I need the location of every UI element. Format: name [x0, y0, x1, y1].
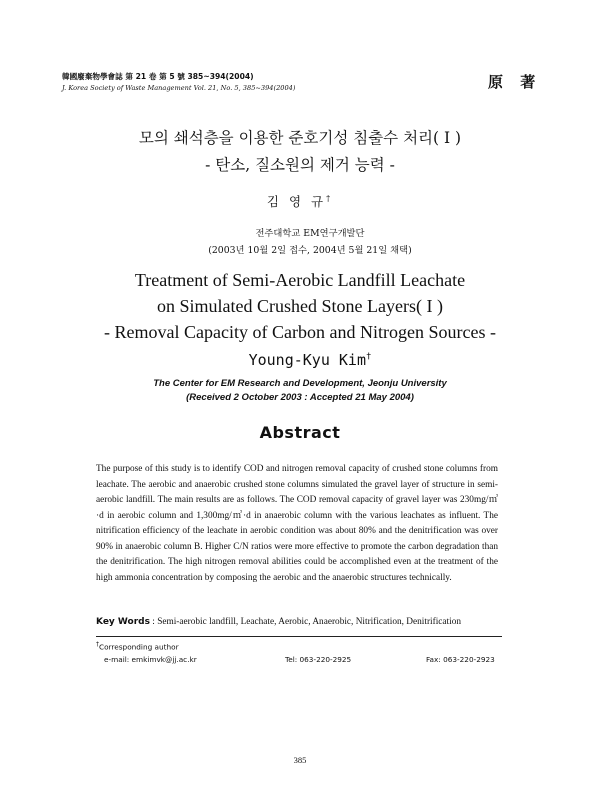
journal-name-korean: 韓國廢棄物學會誌 第 21 卷 第 5 號 385~394(2004)	[62, 72, 254, 81]
footnote-fax: Fax: 063-220-2923	[426, 655, 495, 664]
keywords-separator: :	[149, 617, 158, 627]
korean-received-dates: (2003년 10월 2일 접수, 2004년 5월 21일 채택)	[208, 245, 412, 256]
korean-title-line1: 모의 쇄석층을 이용한 준호기성 침출수 처리( I )	[138, 129, 462, 147]
journal-name-english: J. Korea Society of Waste Management Vol. 21, No. 5, 385~394(2004)	[62, 84, 296, 92]
abstract-body: The purpose of this study is to identify COD and nitrogen removal capacity of crushed stone columns from leachate. The aerobic and anaerobic crushed stone columns simulated the gravel layer of structure in semi-aerobic landfill. The main results are as follows. The COD removal capacity of gravel layer was 230mg/㎥·d in aerobic column and 1,300mg/㎥·d in anaerobic column with the various leachates as influent. The nitrification efficiency of the leachate in aerobic condition was about 80% and the denitrification was over 90% in anaerobic column B. Higher C/N ratios were more effective to promote the carbon degradation than the denitrification. The high nitrogen removal abilities could be accomplished even at the treatment of the high ammonia concentration by composing the aerobic and the anaerobic structures technically.	[96, 464, 498, 583]
korean-author	[0, 192, 600, 210]
english-affiliation: The Center for EM Research and Development, Jeonju University	[153, 378, 447, 389]
korean-title-line2: - 탄소, 질소원의 제거 능력 -	[205, 156, 395, 174]
korean-author-mark: †	[326, 193, 334, 203]
keywords-text: Semi-aerobic landfill, Leachate, Aerobic, Anaerobic, Nitrification, Denitrification	[157, 617, 462, 627]
korean-author-name: 김 영 규	[266, 194, 327, 209]
keywords-line	[96, 617, 516, 627]
footnote-label-text: Corresponding author	[99, 642, 179, 652]
english-title-line1: Treatment of Semi-Aerobic Landfill Leachate	[134, 270, 466, 290]
footnote-email: e-mail: emkimvk@jj.ac.kr	[104, 655, 197, 664]
footnote-corresponding-author	[96, 641, 179, 651]
footnote-divider	[96, 636, 502, 637]
english-author	[150, 351, 470, 369]
abstract-heading: Abstract	[259, 423, 341, 442]
english-author-name: Young-Kyu Kim	[248, 351, 366, 369]
page-number: 385	[293, 755, 307, 765]
korean-affiliation: 전주대학교 EM연구개발단	[255, 228, 365, 239]
english-title-line3: - Removal Capacity of Carbon and Nitrogen Sources -	[104, 322, 496, 342]
article-type-badge: 原 著	[488, 73, 542, 91]
footnote-mark: †	[96, 641, 99, 648]
footnote-tel: Tel: 063-220-2925	[285, 655, 352, 664]
english-author-mark: †	[365, 352, 372, 362]
english-received-dates: (Received 2 October 2003 : Accepted 21 May 2004)	[186, 392, 414, 403]
english-title-line2: on Simulated Crushed Stone Layers( I )	[157, 296, 443, 316]
keywords-label: Key Words	[96, 617, 150, 627]
